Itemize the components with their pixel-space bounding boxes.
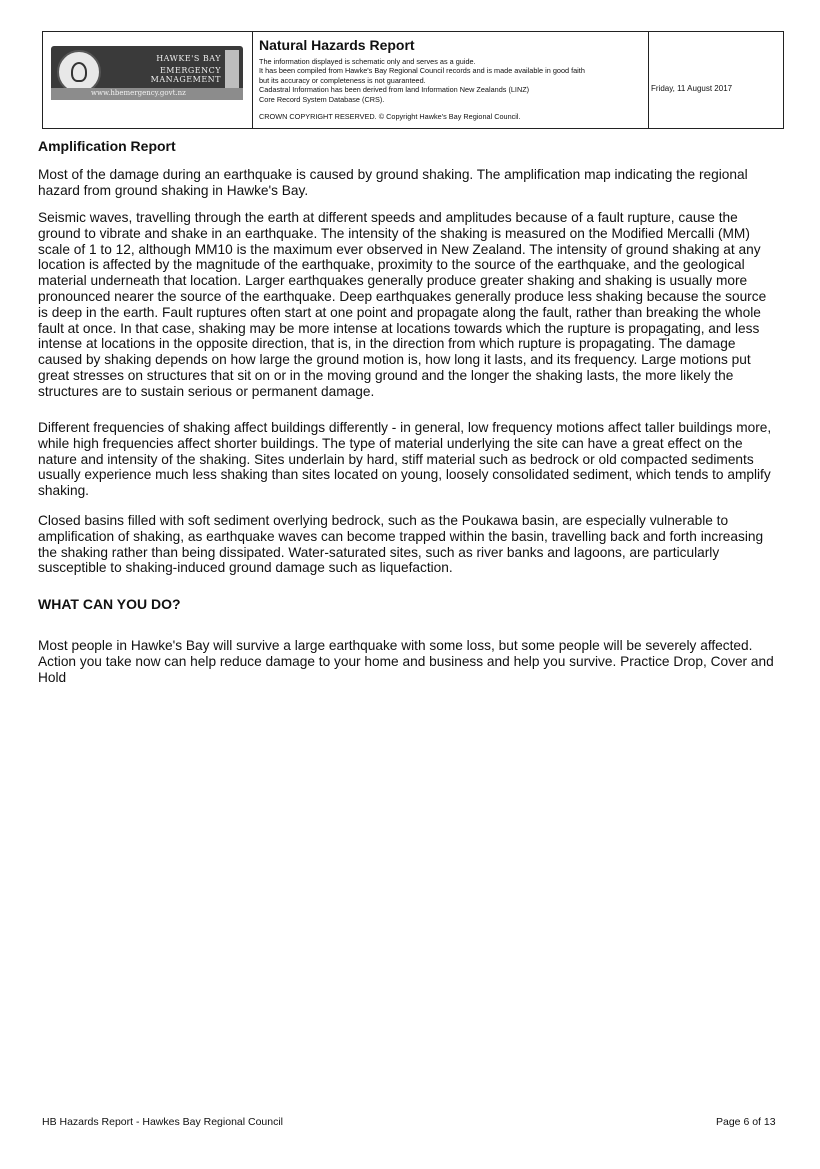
disclaimer-line: Cadastral Information has been derived from land Information New Zealands (LINZ) bbox=[259, 85, 530, 95]
what-can-you-do-heading: WHAT CAN YOU DO? bbox=[38, 596, 181, 612]
disclaimer-line: It has been compiled from Hawke's Bay Regional Council records and is made available in good faith bbox=[259, 66, 585, 76]
logo-url: www.hbemergency.govt.nz bbox=[91, 89, 186, 97]
paragraph-line: susceptible to shaking-induced ground damage such as liquefaction. bbox=[38, 560, 453, 576]
paragraph-line: Hold bbox=[38, 669, 67, 685]
report-title: Natural Hazards Report bbox=[259, 37, 415, 53]
paragraph-line: hazard from ground shaking in Hawke's Bay. bbox=[38, 182, 309, 198]
paragraph-line: is deep in the earth. Fault ruptures often start at one point and propagate along the fault, rather than breaking the whole bbox=[38, 304, 761, 320]
disclaimer-line: Core Record System Database (CRS). bbox=[259, 94, 385, 104]
paragraph-line: pronounced nearer the source of the earthquake. Deep earthquakes generally produce less shaking because the source bbox=[38, 288, 767, 304]
paragraph-line: scale of 1 to 12, although MM10 is the maximum ever observed in New Zealand. The intensity of ground shaking at any bbox=[38, 241, 761, 257]
paragraph-line: caused by shaking depends on how large the ground motion is, how long it lasts, and its frequency. Large motions put bbox=[38, 352, 751, 368]
paragraph-line: ground to vibrate and shake in an earthquake. The intensity of the shaking is measured on the Modified Mercalli (MM) bbox=[38, 225, 750, 241]
logo-cell bbox=[43, 32, 253, 128]
paragraph-line: while high frequencies affect shorter buildings. The type of material underlying the site can have a great effect on the bbox=[38, 435, 743, 451]
copyright-notice: CROWN COPYRIGHT RESERVED. © Copyright Hawke's Bay Regional Council. bbox=[259, 112, 521, 121]
paragraph-3 bbox=[38, 420, 783, 499]
paragraph-line: usually experience much less shaking than sites located on young, loosely consolidated sediment, which tends to amplify bbox=[38, 467, 771, 483]
logo-line2: EMERGENCY MANAGEMENT bbox=[150, 66, 221, 84]
paragraph-line: Action you take now can help reduce damage to your home and business and help you survive. Practice Drop, Cover and bbox=[38, 653, 774, 669]
disclaimer bbox=[259, 57, 641, 104]
paragraph-line: Seismic waves, travelling through the earth at different speeds and amplitudes because of a fault rupture, cause the bbox=[38, 210, 738, 225]
disclaimer-line: but its accuracy or completeness is not guaranteed. bbox=[259, 75, 426, 85]
paragraph-2 bbox=[38, 210, 783, 400]
paragraph-line: fault at once. In that case, shaking may be more intense at locations towards which the rupture is propagating, and less bbox=[38, 320, 760, 336]
page-number: Page 6 of 13 bbox=[716, 1116, 776, 1128]
paragraph-4 bbox=[38, 513, 783, 576]
paragraph-line: amplification of shaking, as earthquake waves can become trapped within the basin, travelling back and forth increasing bbox=[38, 528, 764, 544]
disclaimer-line: The information displayed is schematic only and serves as a guide. bbox=[259, 57, 476, 66]
paragraph-line: nature and intensity of the shaking. Sites underlain by hard, stiff material such as bedrock or old compacted sediments bbox=[38, 451, 754, 467]
paragraph-line: material underneath that location. Larger earthquakes generally produce greater shaking and shaking is usually more bbox=[38, 273, 748, 289]
paragraph-1 bbox=[38, 167, 783, 199]
paragraph-line: Most people in Hawke's Bay will survive a large earthquake with some loss, but some people will be severely affected. bbox=[38, 638, 753, 653]
footer-title: HB Hazards Report - Hawkes Bay Regional Council bbox=[42, 1116, 284, 1128]
paragraph-line: intense at locations in the opposite direction, that is, in the direction from which rupture is propagating. The damage bbox=[38, 336, 736, 352]
paragraph-line: location is affected by the magnitude of the earthquake, proximity to the source of the earthquake, and the geological bbox=[38, 257, 745, 273]
logo-url-bar bbox=[51, 88, 243, 100]
paragraph-line: great stresses on structures that sit on or in the moving ground and the longer the shaking lasts, the more likely the bbox=[38, 367, 734, 383]
paragraph-line: Different frequencies of shaking affect buildings differently - in general, low frequency motions affect taller buildings more, bbox=[38, 420, 772, 435]
report-date: Friday, 11 August 2017 bbox=[651, 84, 733, 93]
what-can-you-do-paragraph bbox=[38, 638, 783, 685]
paragraph-line: Closed basins filled with soft sediment overlying bedrock, such as the Poukawa basin, are especially vulnerable to bbox=[38, 513, 729, 528]
logo-line1: HAWKE'S BAY bbox=[156, 54, 221, 63]
info-cell bbox=[253, 32, 649, 128]
paragraph-line: structures are to sustain serious or permanent damage. bbox=[38, 383, 375, 399]
paragraph-line: the shaking rather than being dissipated. Water-saturated sites, such as river banks and lagoons, are particularly bbox=[38, 544, 720, 560]
paragraph-line: Most of the damage during an earthquake is caused by ground shaking. The amplification map indicating the regional bbox=[38, 167, 748, 182]
section-title: Amplification Report bbox=[38, 138, 176, 154]
report-header bbox=[42, 31, 784, 129]
paragraph-line: shaking. bbox=[38, 483, 89, 499]
